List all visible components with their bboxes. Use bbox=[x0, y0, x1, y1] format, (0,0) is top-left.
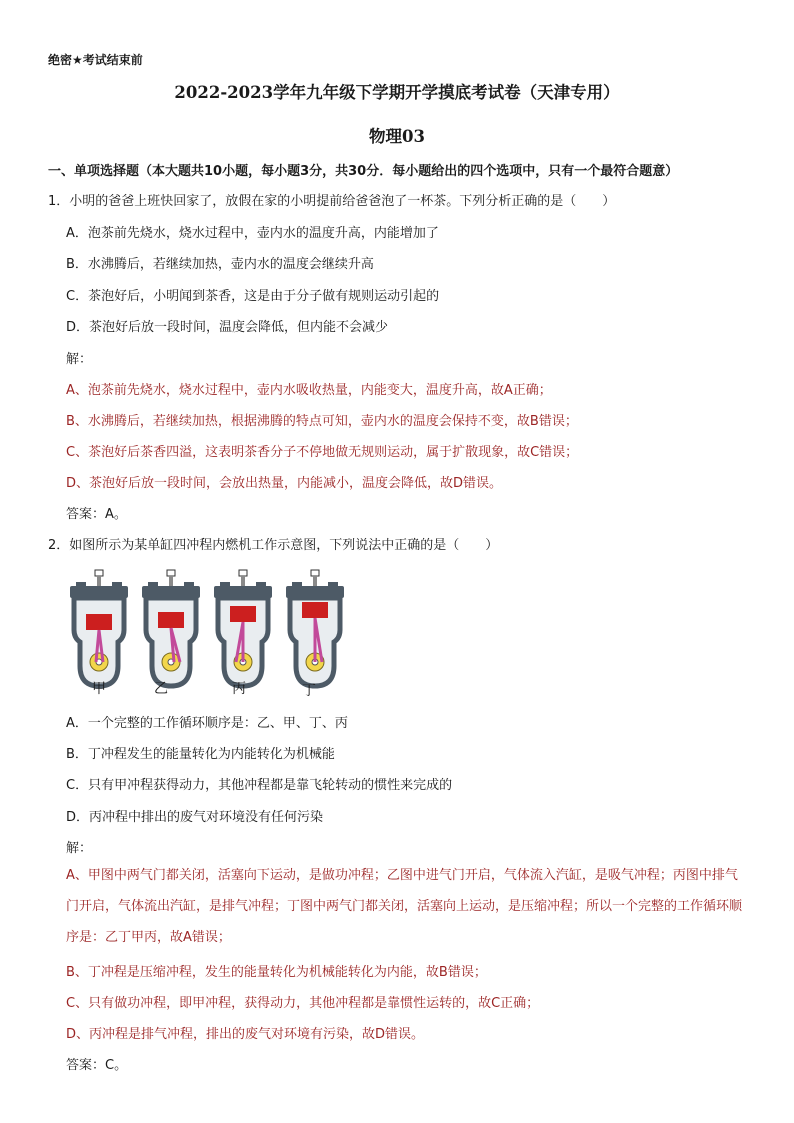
engine-label-jia: 甲 bbox=[92, 681, 106, 697]
q2-stem: 2．如图所示为某单缸四冲程内燃机工作示意图，下列说法中正确的是（ ） bbox=[48, 538, 499, 553]
section-heading: 一、单项选择题（本大题共10小题，每小题3分，共30分．每小题给出的四个选项中，只有一个最符合题意） bbox=[48, 164, 679, 179]
four-stroke-engine-figure bbox=[62, 566, 372, 699]
q2-option-c: C．只有甲冲程获得动力，其他冲程都是靠飞轮转动的惯性来完成的 bbox=[66, 778, 453, 793]
exam-title: 2022-2023学年九年级下学期开学摸底考试卷（天津专用） bbox=[174, 83, 620, 102]
q1-explanation-b: B、水沸腾后，若继续加热，根据沸腾的特点可知，壶内水的温度会保持不变，故B错误； bbox=[66, 414, 578, 429]
engine-yi bbox=[142, 570, 200, 686]
q2-explanation-a: A、甲图中两气门都关闭，活塞向下运动，是做功冲程；乙图中进气门开启，气体流入汽缸，是吸气冲程；丙图中排气门开启，气体流出汽缸，是排气冲程；丁图中两气门都关闭，活塞向上运动，是压缩冲程；所以一个完整的工作循环顺序是：乙丁甲丙，故A错误； bbox=[66, 868, 743, 945]
q2-option-b: B．丁冲程发生的能量转化为内能转化为机械能 bbox=[66, 747, 335, 762]
q1-solution-label: 解： bbox=[66, 352, 93, 367]
q1-explanation-d: D、茶泡好后放一段时间，会放出热量，内能减小，温度会降低，故D错误。 bbox=[66, 476, 503, 491]
q1-explanation-a: A、泡茶前先烧水，烧水过程中，壶内水吸收热量，内能变大，温度升高，故A正确； bbox=[66, 383, 552, 398]
q1-stem: 1．小明的爸爸上班快回家了，放假在家的小明提前给爸爸泡了一杯茶。下列分析正确的是（ ） bbox=[48, 194, 616, 209]
q1-option-b: B．水沸腾后，若继续加热，壶内水的温度会继续升高 bbox=[66, 257, 374, 272]
engine-bing bbox=[214, 570, 272, 686]
q2-option-d: D．丙冲程中排出的废气对环境没有任何污染 bbox=[66, 810, 324, 825]
confidential-mark: 绝密★考试结束前 bbox=[48, 53, 143, 67]
q1-option-a: A．泡茶前先烧水，烧水过程中，壶内水的温度升高，内能增加了 bbox=[66, 226, 439, 241]
exam-subtitle: 物理03 bbox=[369, 127, 425, 146]
q1-option-d: D．茶泡好后放一段时间，温度会降低，但内能不会减少 bbox=[66, 320, 389, 335]
engine-label-yi: 乙 bbox=[154, 681, 168, 697]
engine-jia bbox=[70, 570, 128, 686]
q2-explanation-b: B、丁冲程是压缩冲程，发生的能量转化为机械能转化为内能，故B错误； bbox=[66, 965, 487, 980]
q1-answer: 答案：A。 bbox=[66, 507, 127, 522]
q2-option-a: A．一个完整的工作循环顺序是：乙、甲、丁、丙 bbox=[66, 716, 348, 731]
q1-explanation-c: C、茶泡好后茶香四溢，这表明茶香分子不停地做无规则运动，属于扩散现象，故C错误； bbox=[66, 445, 579, 460]
q2-explanation-c: C、只有做功冲程，即甲冲程，获得动力，其他冲程都是靠惯性运转的，故C正确； bbox=[66, 996, 540, 1011]
q2-answer: 答案：C。 bbox=[66, 1058, 128, 1073]
engine-label-ding: 丁 bbox=[302, 683, 316, 699]
q1-option-c: C．茶泡好后，小明闻到茶香，这是由于分子做有规则运动引起的 bbox=[66, 289, 440, 304]
q2-explanation-d: D、丙冲程是排气冲程，排出的废气对环境有污染，故D错误。 bbox=[66, 1027, 425, 1042]
engine-label-bing: 丙 bbox=[232, 681, 246, 697]
engine-ding bbox=[286, 570, 344, 686]
q2-solution-label: 解： bbox=[66, 841, 93, 856]
